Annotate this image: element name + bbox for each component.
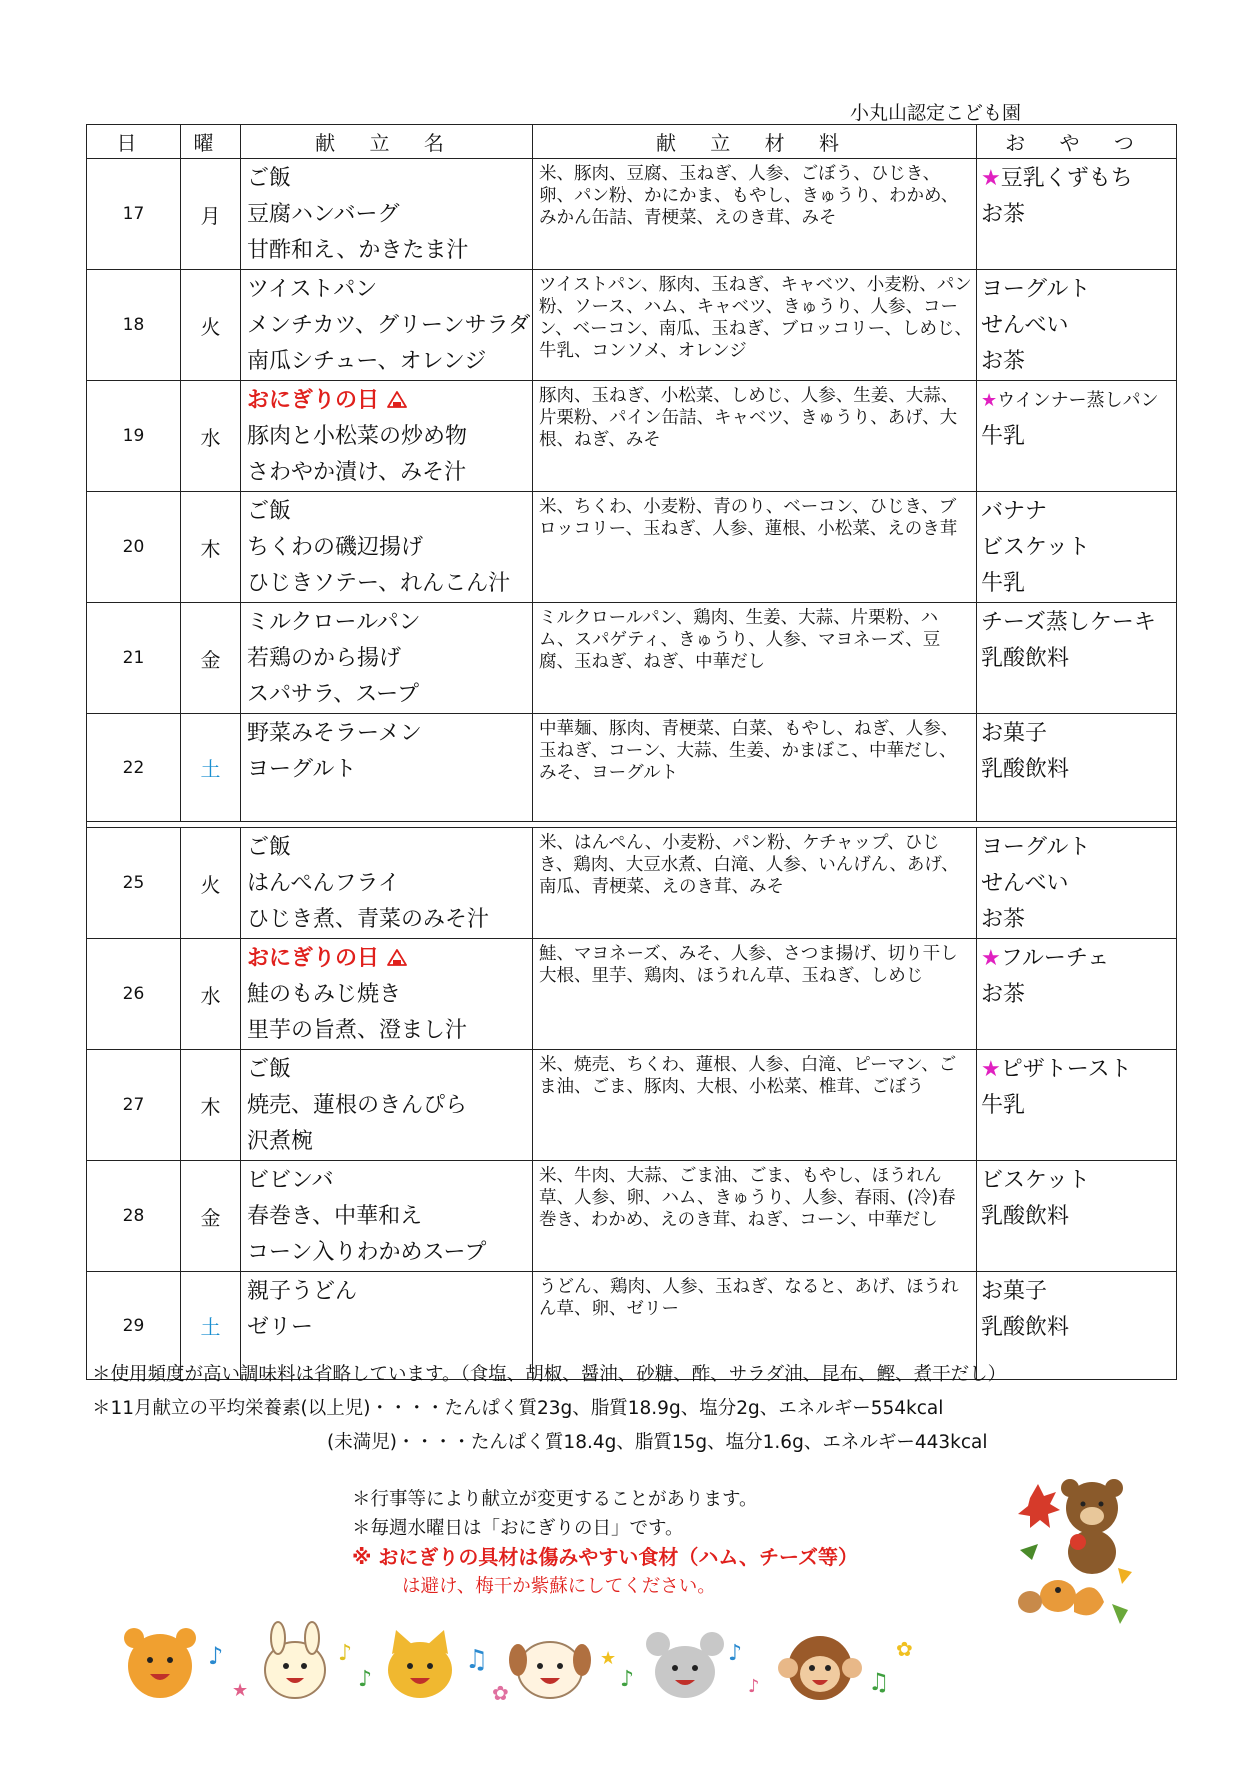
snack-item: 牛乳 — [981, 571, 1026, 596]
dish-item: 親子うどん — [247, 1279, 358, 1304]
note-nutrition-older: ＊11月献立の平均栄養素(以上児)・・・・たんぱく質23g、脂質18.9g、塩分2g、エネルギー554kcal — [92, 1398, 944, 1419]
header-snack: お や つ — [977, 125, 1177, 159]
dish-item: メンチカツ、グリーンサラダ — [247, 313, 531, 338]
onigiri-icon — [387, 949, 407, 967]
row-dishes — [241, 381, 533, 492]
note-seasonings: ＊使用頻度が高い調味料は省略しています。（食塩、胡椒、醤油、砂糖、酢、サラダ油、昆布、鰹、煮干だし） — [92, 1364, 1007, 1385]
menu-table — [86, 124, 1177, 1380]
row-materials: ミルクロールパン、鶏肉、生姜、大蒜、片栗粉、ハム、スパゲティ、きゅうり、人参、マヨネーズ、豆腐、玉ねぎ、ねぎ、中華だし — [533, 603, 977, 714]
dish-item: 里芋の旨煮、澄まし汁 — [247, 1018, 468, 1043]
row-materials: 米、はんぺん、小麦粉、パン粉、ケチャップ、ひじき、鶏肉、大豆水煮、白滝、人参、いんげん、あげ、南瓜、青梗菜、えのき茸、みそ — [533, 828, 977, 939]
row-materials: 豚肉、玉ねぎ、小松菜、しめじ、人参、生姜、大蒜、片栗粉、パイン缶詰、キャベツ、きゅうり、あげ、大根、ねぎ、みそ — [533, 381, 977, 492]
snack-item: ★ウインナー蒸しパン — [981, 390, 1159, 411]
dish-item: ヨーグルト — [247, 757, 357, 782]
row-date: 19 — [87, 381, 181, 492]
row-day-of-week: 水 — [181, 939, 241, 1050]
row-dishes — [241, 828, 533, 939]
row-dishes — [241, 1161, 533, 1272]
table-row — [87, 159, 1177, 270]
star-icon: ★ — [981, 1057, 1001, 1082]
table-row — [87, 714, 1177, 822]
snack-item: せんべい — [981, 871, 1069, 896]
row-day-of-week: 金 — [181, 1161, 241, 1272]
snack-item: バナナ — [981, 499, 1048, 524]
snack-item: 乳酸飲料 — [981, 1315, 1070, 1340]
snack-item: ★フルーチェ — [981, 946, 1110, 971]
row-day-of-week: 火 — [181, 270, 241, 381]
row-day-of-week: 土 — [181, 1272, 241, 1380]
row-dishes — [241, 714, 533, 822]
row-date: 27 — [87, 1050, 181, 1161]
dish-item: おにぎりの日 — [247, 383, 532, 419]
dish-item: ご飯 — [247, 499, 292, 524]
snack-item: 牛乳 — [981, 424, 1026, 449]
snack-item: ビスケット — [981, 1168, 1090, 1193]
row-day-of-week: 木 — [181, 492, 241, 603]
dish-item: ツイストパン — [247, 277, 378, 302]
row-materials: 米、豚肉、豆腐、玉ねぎ、人参、ごぼう、ひじき、卵、パン粉、かにかま、もやし、きゅうり、わかめ、みかん缶詰、青梗菜、えのき茸、みそ — [533, 159, 977, 270]
svg-text:♪: ♪ — [208, 1642, 224, 1670]
row-materials: 米、焼売、ちくわ、蓮根、人参、白滝、ピーマン、ごま油、ごま、豚肉、大根、小松菜、椎茸、ごぼう — [533, 1050, 977, 1161]
star-icon: ★ — [981, 946, 1001, 971]
row-day-of-week: 土 — [181, 714, 241, 822]
notes — [92, 1358, 1006, 1460]
row-snacks — [977, 1272, 1177, 1380]
row-date: 28 — [87, 1161, 181, 1272]
header-dish: 献 立 名 — [241, 125, 533, 159]
dish-item: ご飯 — [247, 835, 292, 860]
svg-text:♪: ♪ — [748, 1676, 760, 1697]
snack-item: チーズ蒸しケーキ — [981, 610, 1156, 635]
snack-item: 牛乳 — [981, 1093, 1026, 1118]
row-dishes — [241, 603, 533, 714]
bear-face-icon — [124, 1628, 196, 1698]
row-snacks — [977, 714, 1177, 822]
row-date: 20 — [87, 492, 181, 603]
row-dishes — [241, 492, 533, 603]
svg-text:♪: ♪ — [728, 1641, 743, 1666]
row-materials: ツイストパン、豚肉、玉ねぎ、キャベツ、小麦粉、パン粉、ソース、ハム、キャベツ、きゅうり、人参、コーン、ベーコン、南瓜、玉ねぎ、ブロッコリー、しめじ、牛乳、コンソメ、オレンジ — [533, 270, 977, 381]
row-materials: 鮭、マヨネーズ、みそ、人参、さつま揚げ、切り干し大根、里芋、鶏肉、ほうれん草、玉ねぎ、しめじ — [533, 939, 977, 1050]
row-date: 22 — [87, 714, 181, 822]
cat-face-icon — [388, 1630, 452, 1698]
row-snacks — [977, 492, 1177, 603]
snack-item: 乳酸飲料 — [981, 757, 1070, 782]
row-date: 18 — [87, 270, 181, 381]
dish-item: 甘酢和え、かきたま汁 — [247, 238, 469, 263]
dish-item: 焼売、蓮根のきんぴら — [247, 1093, 468, 1118]
row-materials: うどん、鶏肉、人参、玉ねぎ、なると、あげ、ほうれん草、卵、ゼリー — [533, 1272, 977, 1380]
dish-item: ひじきソテー、れんこん汁 — [247, 571, 511, 596]
notice — [352, 1485, 858, 1601]
row-materials: 米、牛肉、大蒜、ごま油、ごま、もやし、ほうれん草、人参、卵、ハム、きゅうり、人参、春雨、(冷)春巻き、わかめ、えのき茸、ねぎ、コーン、中華だし — [533, 1161, 977, 1272]
row-date: 21 — [87, 603, 181, 714]
snack-item: お茶 — [981, 982, 1026, 1007]
svg-text:♪: ♪ — [338, 1641, 353, 1666]
star-icon: ★ — [981, 390, 998, 411]
row-snacks — [977, 603, 1177, 714]
snack-item: ★豆乳くずもち — [981, 166, 1133, 191]
dish-item: さわやか漬け、みそ汁 — [247, 460, 467, 485]
table-row — [87, 603, 1177, 714]
dish-item: はんぺんフライ — [247, 871, 400, 896]
svg-text:♫: ♫ — [868, 1668, 890, 1696]
svg-text:♪: ♪ — [620, 1667, 635, 1692]
dish-item: スパサラ、スープ — [247, 682, 420, 707]
row-date: 17 — [87, 159, 181, 270]
svg-text:♫: ♫ — [465, 1645, 489, 1675]
table-row — [87, 1050, 1177, 1161]
table-row — [87, 1161, 1177, 1272]
dish-item: 春巻き、中華和え — [247, 1204, 423, 1229]
header-materials: 献 立 材 料 — [533, 125, 977, 159]
notice-warning-2: は避け、梅干か紫蘇にしてください。 — [402, 1576, 716, 1597]
dish-item: ご飯 — [247, 166, 292, 191]
snack-item: お茶 — [981, 907, 1026, 932]
row-date: 29 — [87, 1272, 181, 1380]
onigiri-icon — [387, 391, 407, 409]
snack-item: お菓子 — [981, 1279, 1048, 1304]
svg-text:★: ★ — [600, 1648, 617, 1669]
mouse-face-icon — [646, 1632, 724, 1698]
dish-item: 南瓜シチュー、オレンジ — [247, 349, 487, 374]
svg-text:★: ★ — [232, 1680, 249, 1701]
dish-item: 豚肉と小松菜の炒め物 — [247, 424, 468, 449]
row-date: 25 — [87, 828, 181, 939]
dog-face-icon — [509, 1642, 591, 1698]
snack-item: お茶 — [981, 202, 1026, 227]
dish-item: 鮭のもみじ焼き — [247, 982, 402, 1007]
table-row — [87, 270, 1177, 381]
row-materials: 中華麺、豚肉、青梗菜、白菜、もやし、ねぎ、人参、玉ねぎ、コーン、大蒜、生姜、かまぼこ、中華だし、みそ、ヨーグルト — [533, 714, 977, 822]
animal-border-decoration — [120, 1620, 980, 1706]
monkey-face-icon — [778, 1636, 862, 1700]
row-snacks — [977, 159, 1177, 270]
row-day-of-week: 月 — [181, 159, 241, 270]
snack-item: 乳酸飲料 — [981, 646, 1070, 671]
dish-item: 若鶏のから揚げ — [247, 646, 402, 671]
row-day-of-week: 水 — [181, 381, 241, 492]
row-snacks — [977, 1161, 1177, 1272]
row-snacks — [977, 270, 1177, 381]
row-dishes — [241, 939, 533, 1050]
svg-text:✿: ✿ — [896, 1637, 913, 1661]
row-date: 26 — [87, 939, 181, 1050]
snack-item: ヨーグルト — [981, 277, 1091, 302]
header-dow: 曜 — [181, 125, 241, 159]
snack-item: せんべい — [981, 313, 1069, 338]
snack-item: 乳酸飲料 — [981, 1204, 1070, 1229]
row-snacks — [977, 381, 1177, 492]
dish-item: ご飯 — [247, 1057, 292, 1082]
dish-item: 豆腐ハンバーグ — [247, 202, 400, 227]
dish-item: ゼリー — [247, 1315, 314, 1340]
row-day-of-week: 火 — [181, 828, 241, 939]
row-snacks — [977, 939, 1177, 1050]
snack-item: ★ピザトースト — [981, 1057, 1132, 1082]
dish-item: 沢煮椀 — [247, 1129, 314, 1154]
table-header — [87, 125, 1177, 159]
row-snacks — [977, 1050, 1177, 1161]
snack-item: お茶 — [981, 349, 1026, 374]
row-dishes — [241, 1050, 533, 1161]
table-row — [87, 828, 1177, 939]
dish-item: ミルクロールパン — [247, 610, 421, 635]
school-name: 小丸山認定こども園 — [850, 102, 1022, 124]
row-day-of-week: 木 — [181, 1050, 241, 1161]
snack-item: お菓子 — [981, 721, 1048, 746]
row-day-of-week: 金 — [181, 603, 241, 714]
row-snacks — [977, 828, 1177, 939]
row-dishes — [241, 270, 533, 381]
row-materials: 米、ちくわ、小麦粉、青のり、ベーコン、ひじき、ブロッコリー、玉ねぎ、人参、蓮根、小松菜、えのき茸 — [533, 492, 977, 603]
snack-item: ビスケット — [981, 535, 1090, 560]
notice-warning: ※ おにぎりの具材は傷みやすい食材（ハム、チーズ等） — [352, 1545, 859, 1569]
table-row — [87, 381, 1177, 492]
dish-item: ちくわの磯辺揚げ — [247, 535, 424, 560]
rabbit-face-icon — [265, 1622, 325, 1698]
svg-text:✿: ✿ — [492, 1681, 509, 1705]
table-row — [87, 492, 1177, 603]
note-nutrition-younger: (未満児)・・・・たんぱく質18.4g、脂質15g、塩分1.6g、エネルギー443kcal — [327, 1432, 988, 1453]
notice-change: ＊行事等により献立が変更することがあります。 — [352, 1489, 758, 1510]
bear-squirrel-illustration — [1000, 1478, 1140, 1628]
dish-item: コーン入りわかめスープ — [247, 1240, 487, 1265]
snack-item: ヨーグルト — [981, 835, 1091, 860]
table-row — [87, 939, 1177, 1050]
dish-item: おにぎりの日 — [247, 941, 532, 977]
notice-onigiri-day: ＊毎週水曜日は「おにぎりの日」です。 — [352, 1518, 684, 1539]
svg-text:♪: ♪ — [358, 1667, 373, 1692]
dish-item: ビビンバ — [247, 1168, 334, 1193]
star-icon: ★ — [981, 166, 1001, 191]
dish-item: ひじき煮、青菜のみそ汁 — [247, 907, 490, 932]
header-date: 日 — [87, 125, 181, 159]
row-dishes — [241, 159, 533, 270]
dish-item: 野菜みそラーメン — [247, 721, 422, 746]
